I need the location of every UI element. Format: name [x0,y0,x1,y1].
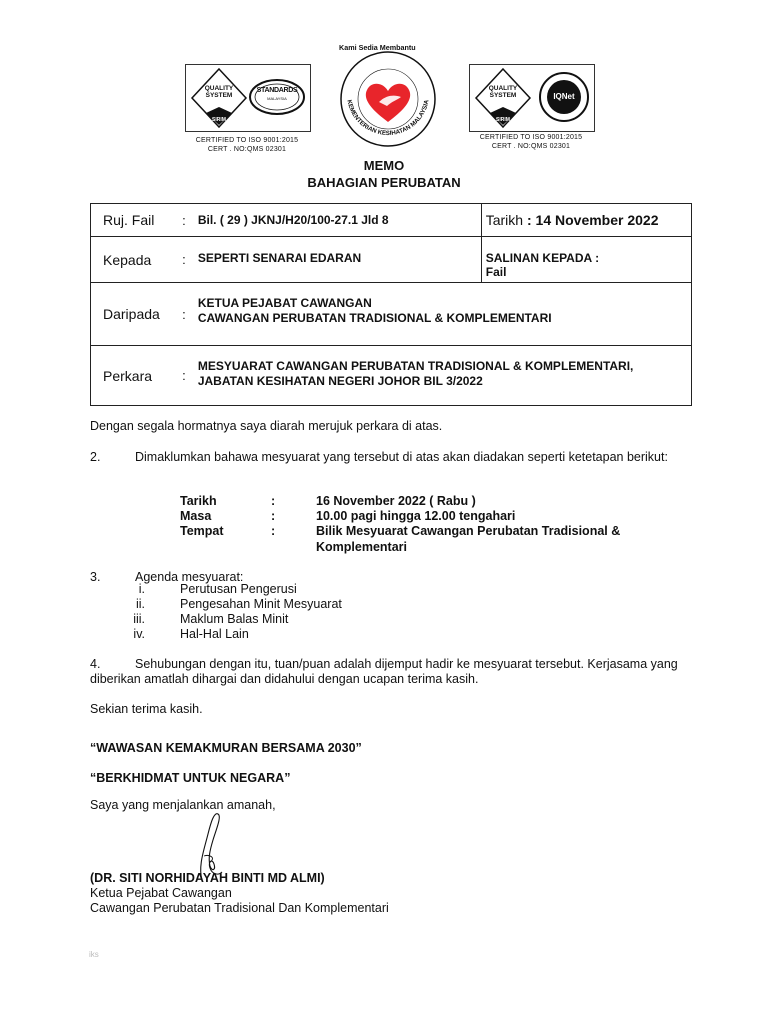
memo-title: MEMO [363,158,405,173]
tarikh-cell [481,204,691,237]
footer-initials: iks [89,950,99,959]
detail-tarikh-colon: : [271,494,276,508]
sirim-label: SIRIM [212,117,226,123]
quality-system-label: QUALITY SYSTEM [488,85,518,99]
agenda-item-text: Perutusan Pengerusi [180,582,297,596]
daripada-line2: CAWANGAN PERUBATAN TRADISIONAL & KOMPLEMENTARI [197,311,552,325]
ministry-name-arc-icon [339,50,437,148]
quality-system-label: QUALITY SYSTEM [204,85,234,99]
slogan-wawasan: “WAWASAN KEMAKMURAN BERSAMA 2030” [90,741,362,755]
detail-tarikh-label: Tarikh [180,494,217,508]
detail-masa-colon: : [271,509,276,523]
perkara-colon: : [174,346,194,406]
greeting: Dengan segala hormatnya saya diarah merujuk perkara di atas. [90,419,443,433]
kepada-row [91,237,692,283]
para4-line1: Sehubungan dengan itu, tuan/puan adalah dijemput hadir ke mesyuarat tersebut. Kerjasama yang [135,657,678,671]
para4-line2: diberikan amatlah dihargai dan didahului dengan ucapan terima kasih. [90,672,479,686]
agenda-item-number: iii. [133,612,145,626]
ruj-fail-row [91,204,692,237]
closing-text: Sekian terima kasih. [90,702,203,716]
detail-tempat-value-cont: Komplementari [316,540,407,554]
signatory-title: Ketua Pejabat Cawangan [90,886,232,900]
daripada-label: Daripada [91,283,174,346]
agenda-item-text: Pengesahan Minit Mesyuarat [180,597,342,611]
perkara-row [91,346,692,406]
agenda-item-number: iv. [133,627,145,641]
seal-arc-text: Kami Sedia Membantu [339,43,416,52]
ministry-logo [339,43,437,148]
right-cert-number: CERT . NO:QMS 02301 [491,143,571,150]
daripada-value [194,283,692,346]
sirim-label: SIRIM [496,117,510,123]
ruj-fail-value: Bil. ( 29 ) JKNJ/H20/100-27.1 Jld 8 [194,204,481,237]
left-cert-iso: CERTIFIED TO ISO 9001:2015 [195,137,299,144]
detail-masa-value: 10.00 pagi hingga 12.00 tengahari [316,509,516,523]
para3-text: Agenda mesyuarat: [135,570,244,584]
standards-label: STANDARDS [256,87,298,94]
salinan-label: SALINAN KEPADA : [485,251,600,265]
left-cert-number: CERT . NO:QMS 02301 [207,146,287,153]
amanah-text: Saya yang menjalankan amanah, [90,798,276,812]
daripada-colon: : [174,283,194,346]
detail-tempat-value: Bilik Mesyuarat Cawangan Perubatan Tradisional & [316,524,621,538]
detail-masa-label: Masa [180,509,212,523]
iqnet-label: IQNet [553,92,575,101]
kepada-value: SEPERTI SENARAI EDARAN [194,237,481,283]
memo-subtitle: BAHAGIAN PERUBATAN [307,175,461,190]
daripada-row [91,283,692,346]
agenda-item-text: Maklum Balas Minit [180,612,289,626]
standards-sub-label: MALAYSIA [267,96,287,101]
slogan-berkhidmat: “BERKHIDMAT UNTUK NEGARA” [90,771,291,785]
tarikh-value: : 14 November 2022 [526,212,659,228]
memo-header-table [90,203,692,406]
detail-tarikh-value: 16 November 2022 ( Rabu ) [316,494,476,508]
ruj-fail-colon: : [174,204,194,237]
agenda-item-number: ii. [135,597,145,611]
agenda-item-number: i. [138,582,145,596]
tarikh-label: Tarikh [485,212,524,228]
perkara-value [194,346,692,406]
svg-text:KEMENTERIAN KESIHATAN MALAYSIA: KEMENTERIAN KESIHATAN MALAYSIA [345,99,431,137]
detail-tempat-label: Tempat [180,524,224,538]
right-certification-logo [469,64,595,132]
ruj-fail-label: Ruj. Fail [91,204,174,237]
left-certification-logo [185,64,311,132]
salinan-value: Fail [485,265,507,279]
perkara-line2: JABATAN KESIHATAN NEGERI JOHOR BIL 3/2022 [197,374,483,388]
salinan-cell [481,237,691,283]
detail-tempat-colon: : [271,524,276,538]
para3-number: 3. [90,570,101,584]
agenda-item-text: Hal-Hal Lain [180,627,249,641]
kepada-label: Kepada [91,237,174,283]
daripada-line1: KETUA PEJABAT CAWANGAN [197,296,372,310]
para2-text: Dimaklumkan bahawa mesyuarat yang tersebut di atas akan diadakan seperti ketetapan berikut: [135,450,668,464]
perkara-label: Perkara [91,346,174,406]
para2-number: 2. [90,450,101,464]
right-cert-iso: CERTIFIED TO ISO 9001:2015 [479,134,583,141]
para4-number: 4. [90,657,101,671]
signatory-name: (DR. SITI NORHIDAYAH BINTI MD ALMI) [90,871,325,885]
signatory-dept: Cawangan Perubatan Tradisional Dan Komplementari [90,901,389,915]
perkara-line1: MESYUARAT CAWANGAN PERUBATAN TRADISIONAL & KOMPLEMENTARI, [197,359,634,373]
kepada-colon: : [174,237,194,283]
